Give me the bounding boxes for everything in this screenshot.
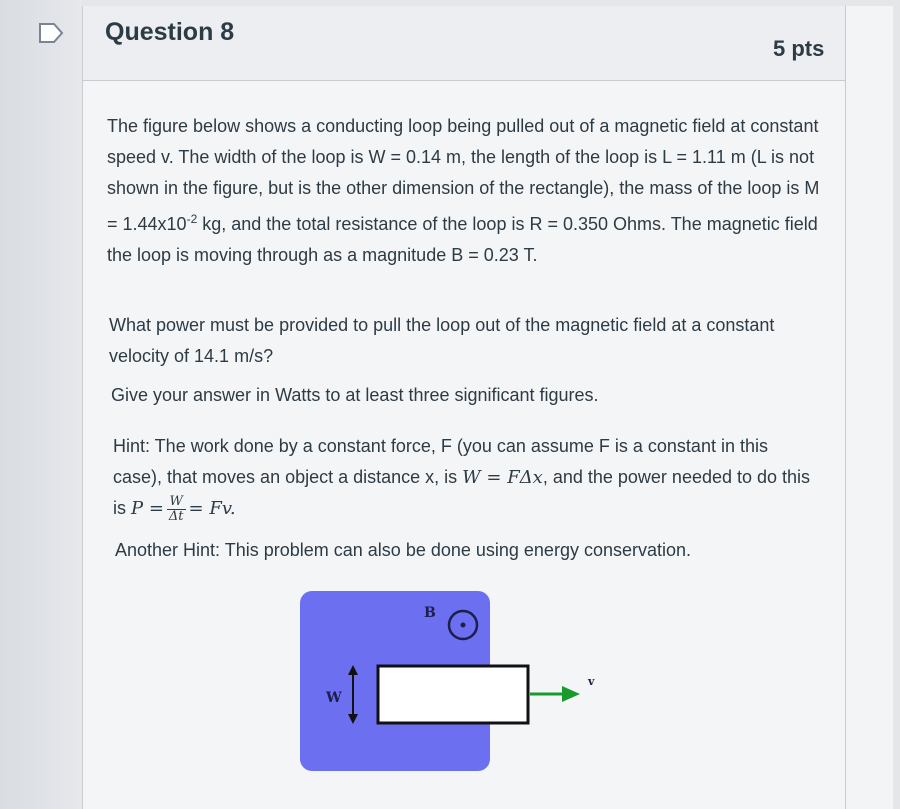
problem-statement	[107, 111, 823, 271]
question-title: Question 8	[105, 18, 235, 46]
exponent: -2	[186, 212, 198, 226]
answer-instructions: Give your answer in Watts to at least three significant figures.	[111, 385, 599, 405]
velocity-label: v	[588, 675, 595, 688]
flag-icon[interactable]	[38, 22, 64, 44]
loop-figure	[300, 591, 610, 781]
power-equation: = Fv.	[188, 498, 236, 519]
hint-part1: Hint: The work done by a constant force, F (you can assume F is a constant in this case), that moves an object a distance x, is	[113, 436, 768, 487]
power-fraction	[167, 495, 186, 524]
fraction-numerator: W	[167, 495, 186, 510]
field-label-b: B	[424, 605, 436, 621]
left-margin	[0, 0, 82, 809]
question-points: 5 pts	[773, 36, 825, 61]
width-label: W	[326, 690, 342, 706]
hint-part2: , and the power needed to do this is	[113, 467, 811, 518]
question-prompt: What power must be provided to pull the loop out of the magnetic field at a constant velocity of 14.1 m/s?	[109, 315, 775, 366]
conducting-loop	[378, 666, 528, 723]
problem-text-end: kg, and the total resistance of the loop is R = 0.350 Ohms. The magnetic field the loop is moving through as a magnitude B = 0.23 T.	[107, 214, 818, 265]
question-header	[83, 6, 846, 81]
problem-text-start: The figure below shows a conducting loop being pulled out of a magnetic field at constant speed v. The width of the loop is W = 0.14 m, the length of the loop is L = 1.11 m (L is not shown in the figure, but is the other dimension of the rectangle), the mass of the loop is M = 1.44x10	[107, 116, 820, 234]
question-card	[82, 6, 893, 809]
second-hint: Another Hint: This problem can also be done using energy conservation.	[115, 540, 692, 560]
power-symbol: P =	[131, 498, 164, 519]
work-equation: W = FΔx	[462, 467, 543, 488]
question-body	[83, 81, 846, 809]
fraction-denominator: Δt	[168, 508, 184, 524]
hint-text	[113, 431, 813, 524]
velocity-arrow	[530, 686, 580, 702]
